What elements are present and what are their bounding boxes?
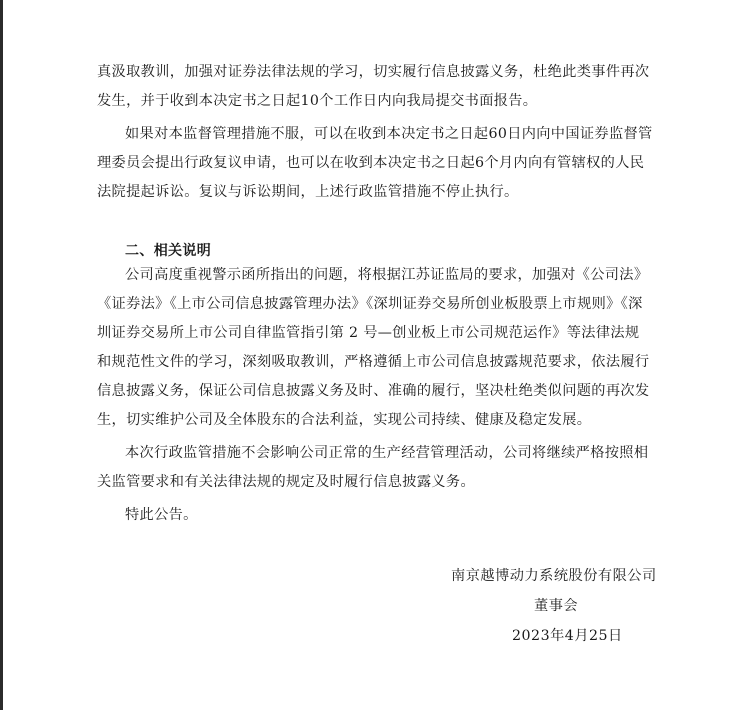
paragraph-3-line-6: 生，切实维护公司及全体股东的合法利益，实现公司持续、健康及稳定发展。 [97,412,592,428]
signature-date: 2023年4月25日 [512,628,623,644]
paragraph-1-line-2: 发生，并于收到本决定书之日起10个工作日内向我局提交书面报告。 [97,93,538,109]
paragraph-4-line-2: 关监管要求和有关法律法规的规定及时履行信息披露义务。 [97,474,475,490]
paragraph-3-line-5: 信息披露义务，保证公司信息披露义务及时、准确的履行，坚决杜绝类似问题的再次发 [97,383,650,399]
signature-company: 南京越博动力系统股份有限公司 [451,568,657,584]
paragraph-3-line-3: 圳证券交易所上市公司自律监管指引第 2 号—创业板上市公司规范运作》等法律法规 [97,325,640,341]
paragraph-3-line-2: 《证券法》《上市公司信息披露管理办法》《深圳证券交易所创业板股票上市规则》《深 [97,296,643,312]
paragraph-2-line-3: 法院提起诉讼。复议与诉讼期间，上述行政监管措施不停止执行。 [97,184,519,200]
paragraph-3-line-1: 公司高度重视警示函所指出的问题，将根据江苏证监局的要求，加强对《公司法》 [125,267,649,283]
paragraph-3-line-4: 和规范性文件的学习，深刻吸取教训，严格遵循上市公司信息披露规范要求，依法履行 [97,354,650,370]
paragraph-2-line-2: 理委员会提出行政复议申请，也可以在收到本决定书之日起6个月内向有管辖权的人民 [97,155,645,171]
closing-text: 特此公告。 [125,507,198,523]
signature-board: 董事会 [534,598,579,614]
section-heading: 二、相关说明 [125,243,212,259]
paragraph-2-line-1: 如果对本监督管理措施不服，可以在收到本决定书之日起60日内向中国证券监督管 [125,126,653,142]
paragraph-1-line-1: 真汲取教训，加强对证券法律法规的学习，切实履行信息披露义务，杜绝此类事件再次 [97,64,650,80]
paragraph-4-line-1: 本次行政监管措施不会影响公司正常的生产经营管理活动，公司将继续严格按照相 [125,445,649,461]
window-left-border [0,0,3,710]
